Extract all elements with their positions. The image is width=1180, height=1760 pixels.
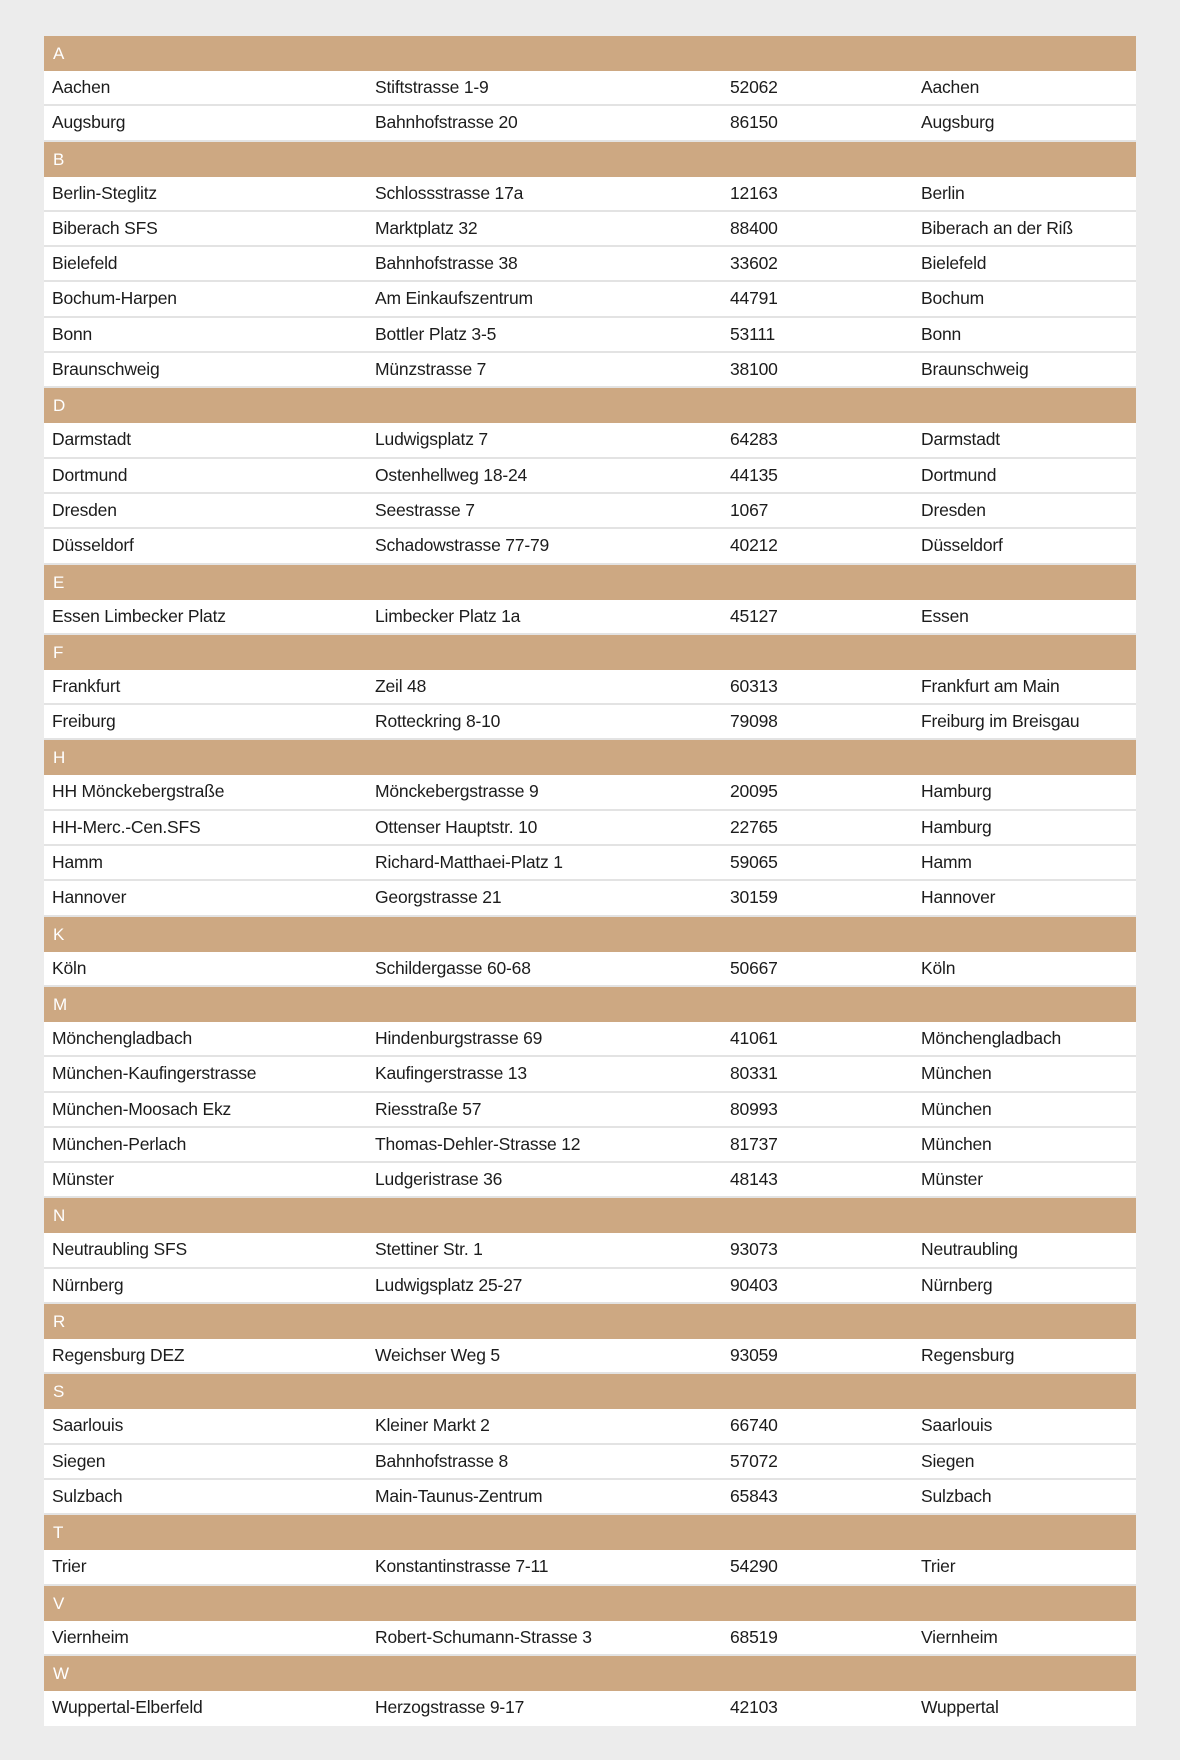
table-row [44, 459, 1136, 494]
table-row [44, 1128, 1136, 1163]
city: Freiburg im Breisgau [921, 711, 1080, 732]
street-address: Ottenser Hauptstr. 10 [375, 816, 538, 837]
city: Viernheim [921, 1626, 998, 1647]
postal-code: 12163 [730, 182, 778, 203]
postal-code: 30159 [730, 887, 778, 908]
city: Dortmund [921, 464, 997, 485]
table-row [44, 1339, 1136, 1374]
store-name: Nürnberg [52, 1274, 124, 1295]
city: München [921, 1133, 992, 1154]
table-row [44, 106, 1136, 141]
city: Nürnberg [921, 1274, 993, 1295]
city: München [921, 1098, 992, 1119]
table-row [44, 1480, 1136, 1515]
postal-code: 59065 [730, 852, 778, 873]
group-header-t: T [44, 1515, 1136, 1550]
postal-code: 90403 [730, 1274, 778, 1295]
street-address: Ludwigsplatz 7 [375, 429, 488, 450]
store-name: Essen Limbecker Platz [52, 605, 226, 626]
store-name: Münster [52, 1169, 114, 1190]
table-row [44, 494, 1136, 529]
street-address: Bahnhofstrasse 8 [375, 1450, 508, 1471]
city: Bochum [921, 288, 984, 309]
postal-code: 93073 [730, 1239, 778, 1260]
postal-code: 40212 [730, 535, 778, 556]
city: Biberach an der Riß [921, 217, 1073, 238]
postal-code: 64283 [730, 429, 778, 450]
table-row [44, 1409, 1136, 1444]
city: Essen [921, 605, 969, 626]
postal-code: 48143 [730, 1169, 778, 1190]
table-row [44, 1269, 1136, 1304]
city: Neutraubling [921, 1239, 1018, 1260]
street-address: Herzogstrasse 9-17 [375, 1696, 525, 1717]
group-header-v: V [44, 1586, 1136, 1621]
street-address: Main-Taunus-Zentrum [375, 1485, 543, 1506]
group-header-d: D [44, 388, 1136, 423]
city: Augsburg [921, 112, 995, 133]
street-address: Hindenburgstrasse 69 [375, 1027, 543, 1048]
city: Aachen [921, 77, 980, 97]
table-row [44, 529, 1136, 564]
table-row [44, 1233, 1136, 1268]
store-name: Sulzbach [52, 1485, 123, 1506]
table-row [44, 71, 1136, 106]
city: Hamburg [921, 816, 992, 837]
street-address: Limbecker Platz 1a [375, 605, 521, 626]
group-header-s: S [44, 1374, 1136, 1409]
store-name: Köln [52, 957, 87, 978]
postal-code: 88400 [730, 217, 778, 238]
group-header-w: W [44, 1656, 1136, 1691]
postal-code: 45127 [730, 605, 778, 626]
group-header-b: B [44, 142, 1136, 177]
store-name: München-Moosach Ekz [52, 1098, 232, 1119]
store-name: Regensburg DEZ [52, 1345, 185, 1366]
table-row [44, 811, 1136, 846]
store-name: Mönchengladbach [52, 1027, 193, 1048]
table-row [44, 177, 1136, 212]
table-row [44, 1691, 1136, 1726]
street-address: Mönckebergstrasse 9 [375, 781, 539, 802]
postal-code: 41061 [730, 1027, 778, 1048]
store-name: HH-Merc.-Cen.SFS [52, 816, 201, 837]
street-address: Ludgeristrase 36 [375, 1169, 503, 1190]
table-row [44, 318, 1136, 353]
table-row [44, 282, 1136, 317]
table-row [44, 212, 1136, 247]
group-header-m: M [44, 987, 1136, 1022]
street-address: Bahnhofstrasse 38 [375, 253, 518, 274]
city: Köln [921, 957, 956, 978]
street-address: Stettiner Str. 1 [375, 1239, 483, 1260]
table-row [44, 881, 1136, 916]
postal-code: 57072 [730, 1450, 778, 1471]
store-name: Saarlouis [52, 1415, 124, 1436]
street-address: Georgstrasse 21 [375, 887, 502, 908]
city: Siegen [921, 1450, 975, 1471]
street-address: Stiftstrasse 1-9 [375, 77, 489, 97]
group-header-n: N [44, 1198, 1136, 1233]
store-name: Darmstadt [52, 429, 131, 450]
street-address: Ludwigsplatz 25-27 [375, 1274, 523, 1295]
postal-code: 81737 [730, 1133, 778, 1154]
store-name: Biberach SFS [52, 217, 158, 238]
street-address: Ostenhellweg 18-24 [375, 464, 528, 485]
city: Berlin [921, 182, 965, 203]
store-name: München-Kaufingerstrasse [52, 1063, 257, 1084]
postal-code: 80331 [730, 1063, 778, 1084]
group-header-r: R [44, 1304, 1136, 1339]
city: Sulzbach [921, 1485, 992, 1506]
store-name: Trier [52, 1556, 87, 1577]
table-row [44, 600, 1136, 635]
group-header-h: H [44, 740, 1136, 775]
table-row [44, 670, 1136, 705]
store-name: Dortmund [52, 464, 128, 485]
city: München [921, 1063, 992, 1084]
street-address: Schildergasse 60-68 [375, 957, 531, 978]
table-row [44, 775, 1136, 810]
city: Bielefeld [921, 253, 987, 274]
store-name: Dresden [52, 499, 117, 520]
table-row [44, 1057, 1136, 1092]
store-name: Augsburg [52, 112, 126, 133]
city: Wuppertal [921, 1696, 999, 1717]
city: Trier [921, 1556, 956, 1577]
store-name: Aachen [52, 77, 111, 97]
street-address: Zeil 48 [375, 675, 427, 696]
city: Hamm [921, 852, 972, 873]
street-address: Kaufingerstrasse 13 [375, 1063, 527, 1084]
table-row [44, 1445, 1136, 1480]
postal-code: 93059 [730, 1345, 778, 1366]
postal-code: 66740 [730, 1415, 778, 1436]
street-address: Seestrasse 7 [375, 499, 475, 520]
city: Bonn [921, 323, 962, 344]
table-row [44, 1550, 1136, 1585]
store-name: Siegen [52, 1450, 106, 1471]
city: Hannover [921, 887, 996, 908]
group-header-a: A [44, 36, 1136, 71]
street-address: Bottler Platz 3-5 [375, 323, 497, 344]
table-row [44, 423, 1136, 458]
postal-code: 38100 [730, 359, 778, 380]
table-row [44, 353, 1136, 388]
street-address: Marktplatz 32 [375, 217, 478, 238]
table-row [44, 952, 1136, 987]
street-address: Schlossstrasse 17a [375, 182, 524, 203]
table-row [44, 705, 1136, 740]
store-name: Bonn [52, 323, 93, 344]
table-row [44, 1621, 1136, 1656]
city: Regensburg [921, 1345, 1015, 1366]
street-address: Richard-Matthaei-Platz 1 [375, 852, 563, 873]
postal-code: 20095 [730, 781, 778, 802]
street-address: Konstantinstrasse 7-11 [375, 1556, 549, 1577]
city: Mönchengladbach [921, 1027, 1062, 1048]
city: Frankfurt am Main [921, 675, 1060, 696]
city: Düsseldorf [921, 535, 1003, 556]
store-name: HH Mönckebergstraße [52, 781, 225, 802]
store-name: Braunschweig [52, 359, 160, 380]
store-name: München-Perlach [52, 1133, 187, 1154]
city: Münster [921, 1169, 983, 1190]
table-row [44, 247, 1136, 282]
store-name: Freiburg [52, 711, 116, 732]
street-address: Am Einkaufszentrum [375, 288, 533, 309]
street-address: Weichser Weg 5 [375, 1345, 500, 1366]
postal-code: 44135 [730, 464, 778, 485]
postal-code: 33602 [730, 253, 778, 274]
table-row [44, 846, 1136, 881]
postal-code: 44791 [730, 288, 778, 309]
postal-code: 68519 [730, 1626, 778, 1647]
group-header-k: K [44, 917, 1136, 952]
table-row [44, 1093, 1136, 1128]
table-row [44, 1163, 1136, 1198]
store-name: Bochum-Harpen [52, 288, 177, 309]
store-name: Neutraubling SFS [52, 1239, 187, 1260]
postal-code: 1067 [730, 499, 769, 520]
postal-code: 54290 [730, 1556, 778, 1577]
store-name: Wuppertal-Elberfeld [52, 1696, 203, 1717]
store-name: Berlin-Steglitz [52, 182, 157, 203]
city: Dresden [921, 499, 986, 520]
group-header-f: F [44, 635, 1136, 670]
store-name: Frankfurt [52, 675, 121, 696]
street-address: Schadowstrasse 77-79 [375, 535, 550, 556]
postal-code: 86150 [730, 112, 778, 133]
postal-code: 50667 [730, 957, 778, 978]
postal-code: 65843 [730, 1485, 778, 1506]
store-name: Bielefeld [52, 253, 118, 274]
street-address: Robert-Schumann-Strasse 3 [375, 1626, 592, 1647]
table-row [44, 1022, 1136, 1057]
street-address: Rotteckring 8-10 [375, 711, 501, 732]
postal-code: 60313 [730, 675, 778, 696]
postal-code: 53111 [730, 323, 776, 344]
street-address: Bahnhofstrasse 20 [375, 112, 518, 133]
store-name: Hamm [52, 852, 103, 873]
postal-code: 80993 [730, 1098, 778, 1119]
city: Hamburg [921, 781, 992, 802]
postal-code: 22765 [730, 816, 778, 837]
city: Darmstadt [921, 429, 1000, 450]
street-address: Kleiner Markt 2 [375, 1415, 490, 1436]
street-address: Thomas-Dehler-Strasse 12 [375, 1133, 581, 1154]
city: Saarlouis [921, 1415, 993, 1436]
store-name: Viernheim [52, 1626, 129, 1647]
store-directory-table [44, 36, 1136, 1726]
store-name: Düsseldorf [52, 535, 134, 556]
store-name: Hannover [52, 887, 127, 908]
postal-code: 52062 [730, 77, 778, 97]
group-header-e: E [44, 565, 1136, 600]
street-address: Münzstrasse 7 [375, 359, 487, 380]
postal-code: 79098 [730, 711, 778, 732]
city: Braunschweig [921, 359, 1029, 380]
postal-code: 42103 [730, 1696, 778, 1717]
street-address: Riesstraße 57 [375, 1098, 482, 1119]
